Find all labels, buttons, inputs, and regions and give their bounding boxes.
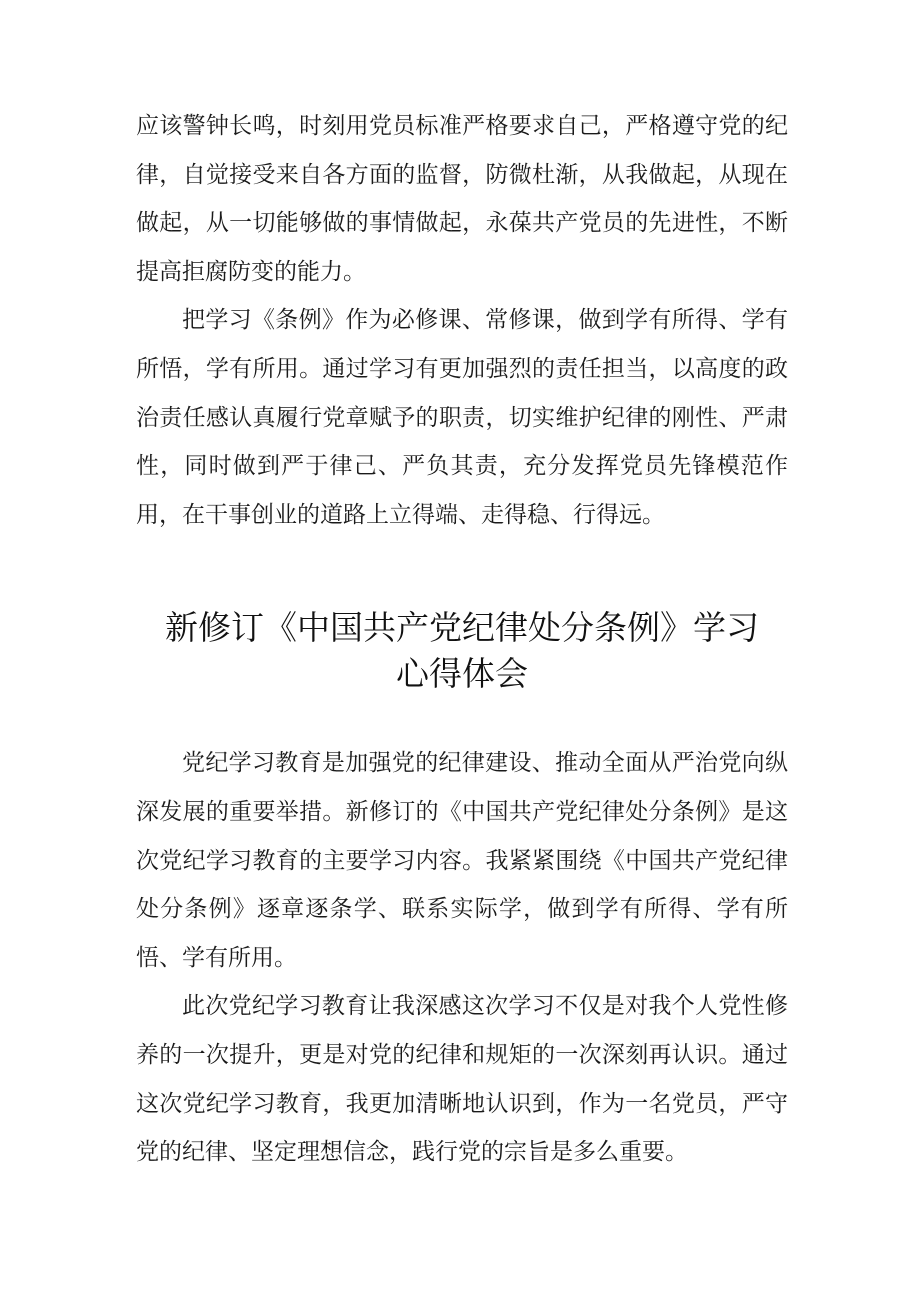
paragraph-continuation: 应该警钟长鸣，时刻用党员标准严格要求自己，严格遵守党的纪律，自觉接受来自各方面的监督，防微杜渐，从我做起，从现在做起，从一切能够做的事情做起，永葆共产党员的先进性，不断提高拒腐防变的能力。 <box>136 113 788 285</box>
paragraph-education-intro: 党纪学习教育是加强党的纪律建设、推动全面从严治党向纵深发展的重要举措。新修订的《中国共产党纪律处分条例》是这次党纪学习教育的主要学习内容。我紧紧围绕《中国共产党纪律处分条例》逐章逐条学、联系实际学，做到学有所得、学有所悟、学有所用。 <box>136 750 788 971</box>
heading-line-1: 新修订《中国共产党纪律处分条例》学习 <box>165 608 759 648</box>
paragraph-study-regulations: 把学习《条例》作为必修课、常修课，做到学有所得、学有所悟，学有所用。通过学习有更加强烈的责任担当，以高度的政治责任感认真履行党章赋予的职责，切实维护纪律的刚性、严肃性，同时做到严于律己、严负其责，充分发挥党员先锋模范作用，在干事创业的道路上立得端、走得稳、行得远。 <box>136 307 788 528</box>
paragraph-reflection: 此次党纪学习教育让我深感这次学习不仅是对我个人党性修养的一次提升，更是对党的纪律和规矩的一次深刻再认识。通过这次党纪学习教育，我更加清晰地认识到，作为一名党员，严守党的纪律、坚定理想信念，践行党的宗旨是多么重要。 <box>136 993 788 1166</box>
heading-line-2: 心得体会 <box>396 654 528 694</box>
heading-title <box>136 605 788 697</box>
document-body <box>136 102 788 1177</box>
section-heading <box>136 605 788 739</box>
